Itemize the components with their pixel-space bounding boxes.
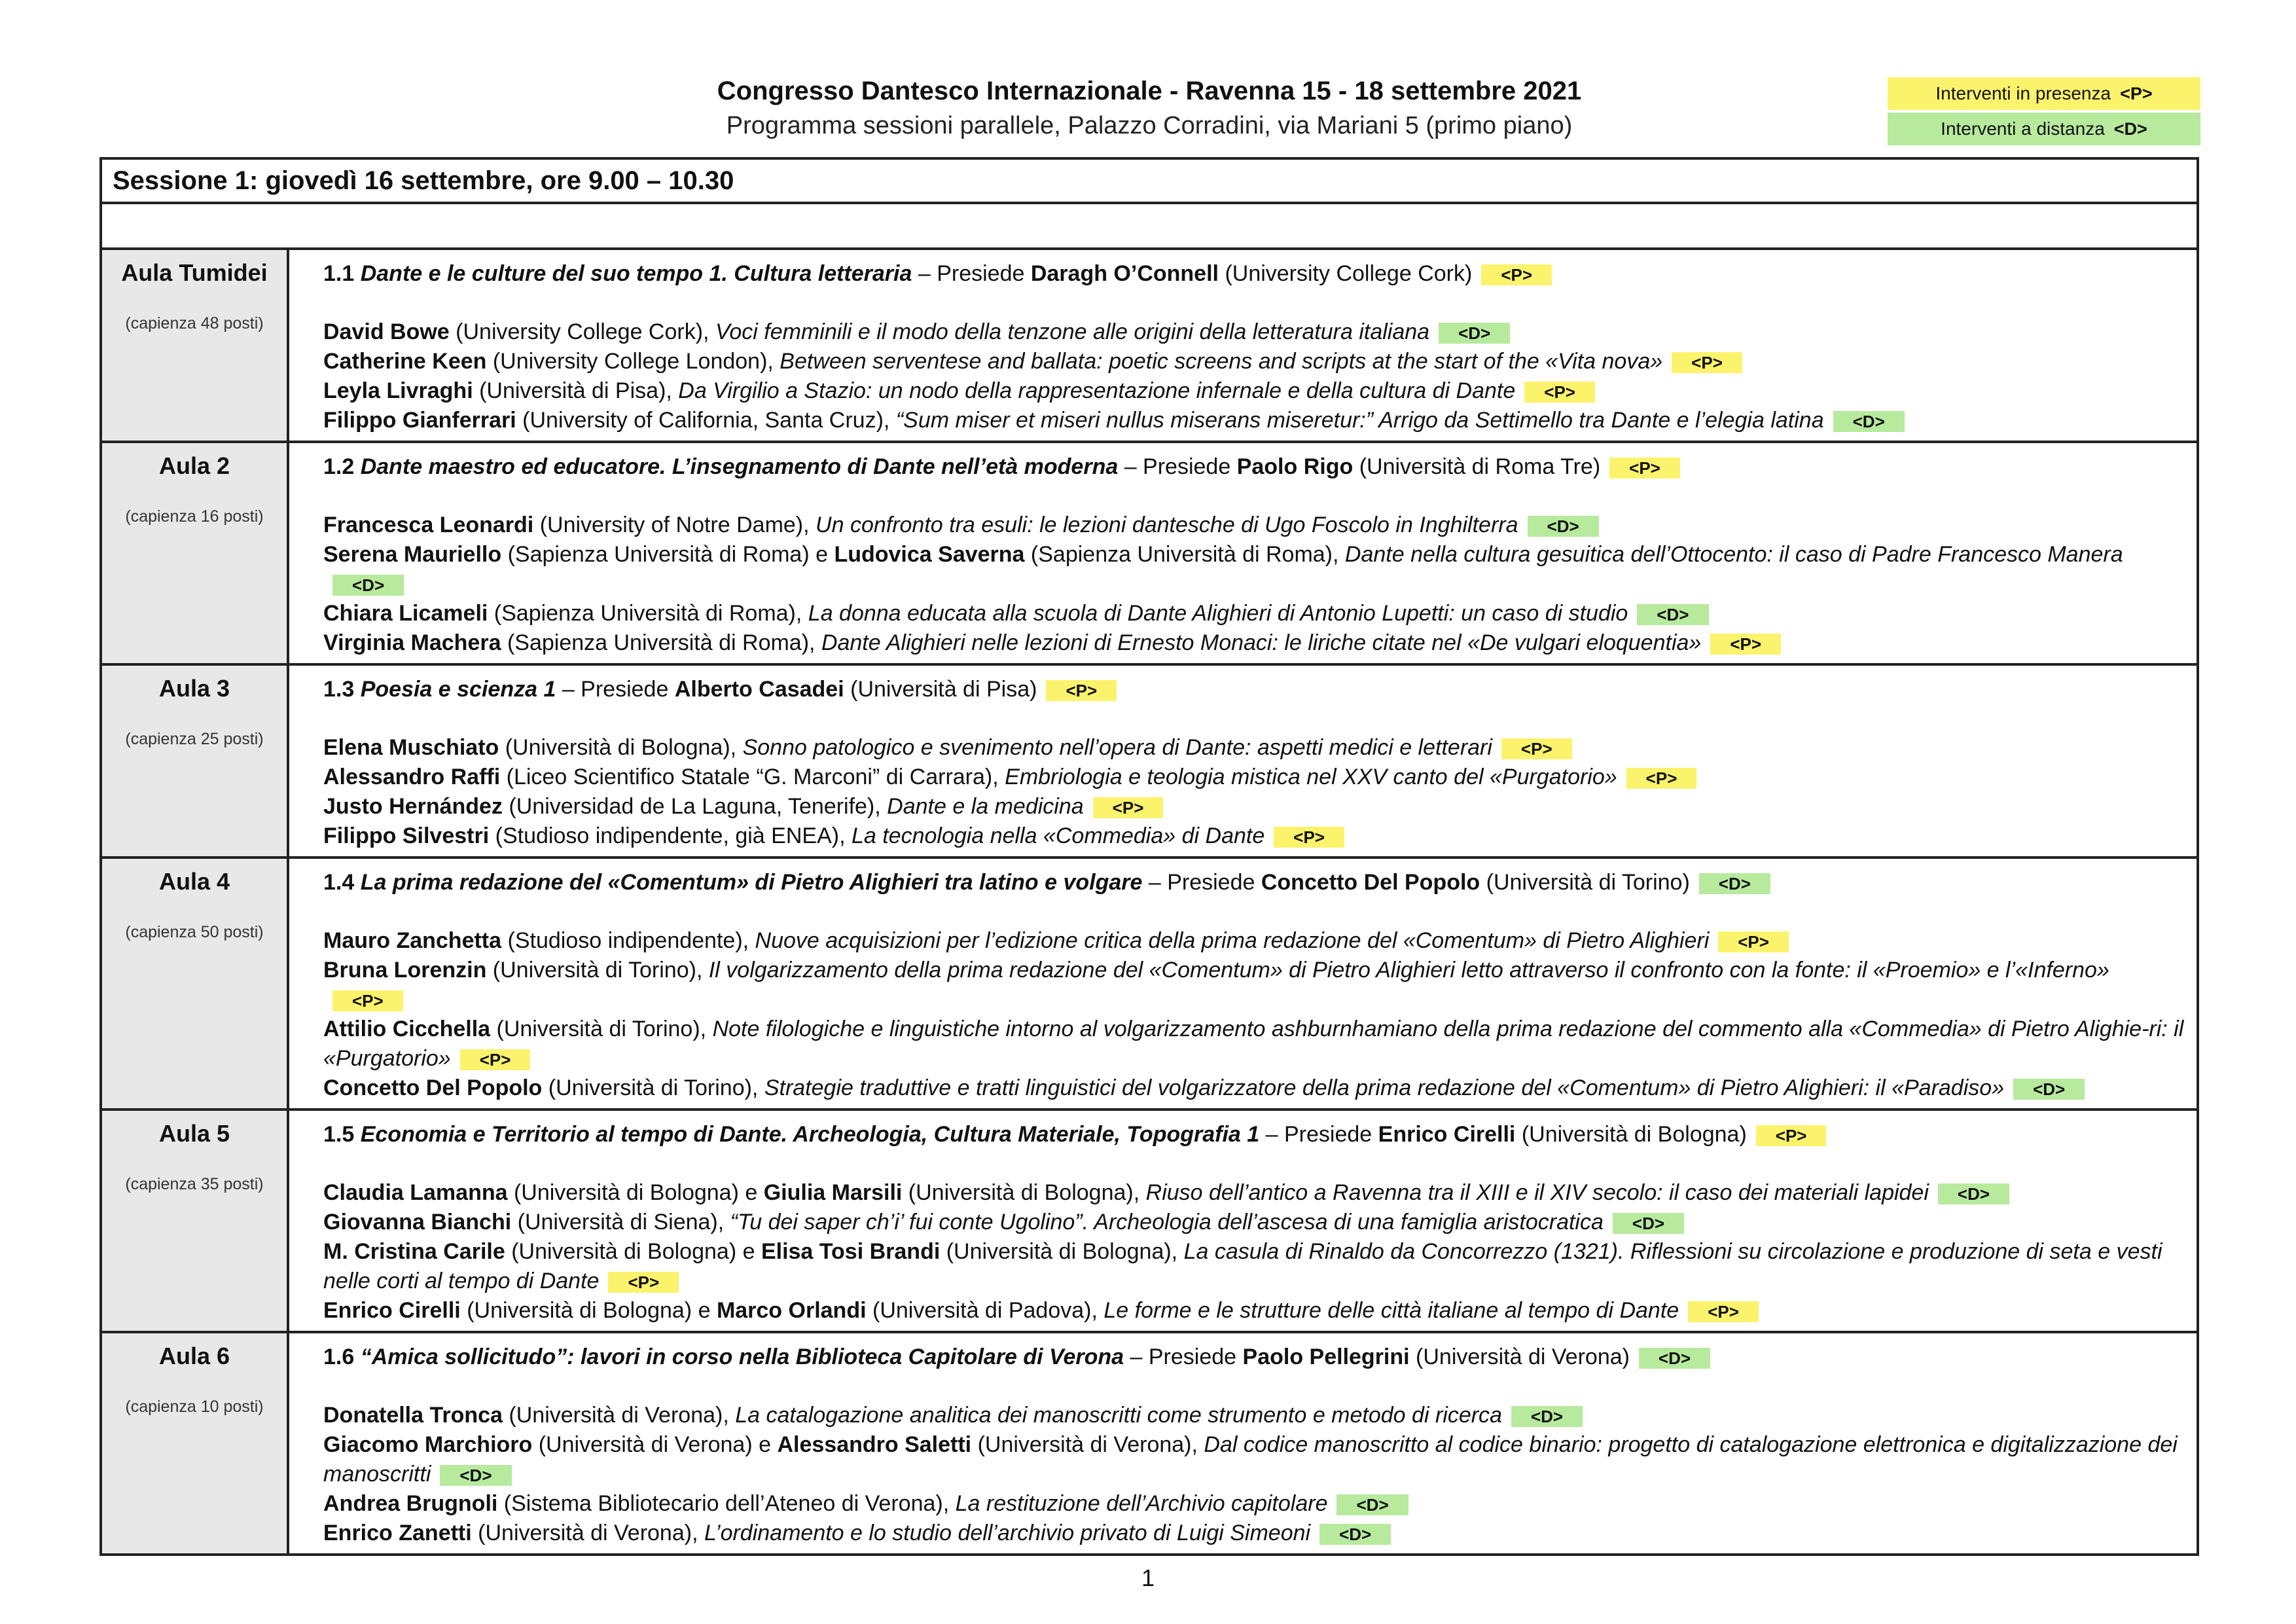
panel-chair-affiliation: (Università di Torino)	[1486, 870, 1690, 895]
speaker-affiliation: (Università di Bologna) e	[513, 1180, 758, 1205]
room-sessions	[289, 1111, 2197, 1331]
panel-chair-prefix: – Presiede	[918, 261, 1025, 286]
talk-item	[323, 763, 2185, 792]
panel-number: 1.5	[323, 1122, 355, 1147]
panel-chair: Concetto Del Popolo	[1261, 870, 1480, 895]
panel-header	[323, 259, 2185, 289]
room-info	[102, 666, 289, 856]
mode-badge: <P>	[460, 1049, 531, 1070]
room-name: Aula 3	[158, 675, 230, 702]
speaker-affiliation: (University College Cork),	[456, 319, 709, 344]
speaker-name: Chiara Licameli	[323, 601, 488, 626]
talk-title: Dante e la medicina	[887, 794, 1084, 819]
mode-badge: <D>	[1319, 1524, 1391, 1545]
talk-title: Un confronto tra esuli: le lezioni dantesche di Ugo Foscolo in Inghilterra	[816, 513, 1518, 537]
panel-chair-prefix: – Presiede	[1148, 870, 1255, 895]
speaker-name: Concetto Del Popolo	[323, 1075, 543, 1100]
mode-badge: <D>	[1439, 323, 1510, 344]
speaker-affiliation: (Università di Torino),	[492, 958, 703, 983]
talk-item	[323, 540, 2185, 599]
room-sessions	[289, 666, 2197, 856]
mode-badge: <P>	[1609, 458, 1680, 478]
speaker-name: Donatella Tronca	[323, 1403, 503, 1428]
mode-badge: <P>	[1672, 352, 1742, 373]
talk-title: Embriologia e teologia mistica nel XXV canto del «Purgatorio»	[1005, 765, 1617, 789]
mode-badge: <P>	[1626, 768, 1697, 789]
talk-title: Strategie traduttive e tratti linguistici del volgarizzatore della prima redazione del «Comentum» di Pietro Alighieri: il «Paradiso»	[764, 1075, 2005, 1100]
mode-badge: <D>	[332, 575, 404, 596]
panel-chair-prefix: – Presiede	[562, 677, 669, 702]
talk-item	[323, 1178, 2185, 1208]
room-name: Aula 4	[158, 868, 230, 895]
rooms-container	[102, 250, 2197, 1553]
speaker-name: Giacomo Marchioro	[323, 1432, 533, 1457]
talk-item	[323, 376, 2185, 406]
room-sessions	[289, 443, 2197, 663]
speaker-name: Alessandro Raffi	[323, 765, 501, 789]
speaker-affiliation: (Studioso indipendente),	[507, 928, 749, 953]
talk-title: Il volgarizzamento della prima redazione del «Comentum» di Pietro Alighieri letto attraverso il confronto con la fonte: il «Proemio» e l’«Inferno»	[708, 958, 2109, 983]
panel-chair: Alberto Casadei	[674, 677, 844, 702]
panel-header	[323, 452, 2185, 482]
speaker-affiliation: (Università di Siena),	[517, 1210, 725, 1235]
mode-badge: <D>	[1613, 1213, 1684, 1234]
speaker-affiliation: (Università di Torino),	[548, 1075, 759, 1100]
speaker-name: Claudia Lamanna	[323, 1180, 508, 1205]
room-info	[102, 1333, 289, 1553]
talk-item	[323, 511, 2185, 540]
speaker-name: Serena Mauriello	[323, 542, 502, 567]
mode-badge: <P>	[332, 990, 403, 1011]
mode-badge: <P>	[1481, 264, 1552, 285]
speaker-name: Francesca Leonardi	[323, 513, 534, 537]
speaker-affiliation: (Università di Pisa),	[479, 378, 672, 403]
talk-title: “Tu dei saper ch’i’ fui conte Ugolino”. Archeologia dell’ascesa di una famiglia aristocratica	[730, 1210, 1604, 1235]
talk-item	[323, 733, 2185, 763]
mode-badge: <P>	[608, 1272, 679, 1293]
mode-badge: <D>	[1639, 1348, 1710, 1369]
mode-badge: <P>	[1501, 738, 1572, 759]
room-capacity: (capienza 10 posti)	[125, 1398, 264, 1416]
panel-number: 1.6	[323, 1344, 355, 1369]
room-name: Aula 6	[158, 1343, 230, 1369]
panel-chair-prefix: – Presiede	[1265, 1122, 1372, 1147]
panel-number: 1.4	[323, 870, 355, 895]
mode-badge: <D>	[1699, 873, 1770, 894]
room-row	[102, 1333, 2197, 1553]
room-row	[102, 443, 2197, 666]
panel-header	[323, 868, 2185, 897]
page-title: Congresso Dantesco Internazionale - Ravenna 15 - 18 settembre 2021	[717, 77, 1582, 105]
room-capacity: (capienza 48 posti)	[125, 314, 264, 333]
speaker-name: Filippo Silvestri	[323, 823, 490, 848]
speaker-affiliation: (Università di Bologna),	[505, 735, 737, 760]
room-row	[102, 250, 2197, 443]
mode-badge: <D>	[2013, 1079, 2085, 1100]
speaker-affiliation: (Sapienza Università di Roma),	[507, 630, 816, 655]
talk-title: Riuso dell’antico a Ravenna tra il XIII e il XIV secolo: il caso dei materiali lapidei	[1145, 1180, 1929, 1205]
panel-title: Economia e Territorio al tempo di Dante. Archeologia, Cultura Materiale, Topografia 1	[360, 1122, 1260, 1147]
panel-chair-affiliation: (Università di Verona)	[1416, 1344, 1630, 1369]
mode-badge: <D>	[1938, 1183, 2009, 1204]
talk-item	[323, 956, 2185, 1015]
page-subtitle: Programma sessioni parallele, Palazzo Corradini, via Mariani 5 (primo piano)	[726, 112, 1573, 139]
talk-title: L’ordinamento e lo studio dell’archivio privato di Luigi Simeoni	[704, 1521, 1311, 1545]
mode-badge: <P>	[1710, 634, 1781, 655]
speaker-affiliation: (Università di Torino),	[496, 1017, 707, 1041]
speaker-affiliation: (University of California, Santa Cruz),	[522, 408, 890, 433]
speaker-affiliation: (University College London),	[492, 349, 774, 374]
talk-item	[323, 1074, 2185, 1103]
talk-title: Dal codice manoscritto al codice binario: progetto di catalogazione elettronica e digitalizzazione dei manoscritti	[323, 1432, 2178, 1487]
room-info	[102, 859, 289, 1108]
talk-title: Da Virgilio a Stazio: un nodo della rappresentazione infernale e della cultura di Dante	[678, 378, 1516, 403]
talk-title: Dante nella cultura gesuitica dell’Ottocento: il caso di Padre Francesco Manera	[1344, 542, 2123, 567]
speaker-affiliation: (Università di Bologna) e	[467, 1298, 711, 1323]
room-name: Aula 2	[158, 452, 230, 479]
speaker-affiliation-2: (Università di Verona),	[977, 1432, 1198, 1457]
page-header	[589, 73, 1710, 143]
panel-title: “Amica sollicitudo”: lavori in corso nella Biblioteca Capitolare di Verona	[360, 1344, 1124, 1369]
talk-item	[323, 926, 2185, 956]
blank-row	[102, 204, 2197, 250]
room-name: Aula Tumidei	[121, 259, 268, 286]
speaker-affiliation: (Studioso indipendente, già ENEA),	[495, 823, 846, 848]
speaker-name: Catherine Keen	[323, 349, 487, 374]
mode-badge: <D>	[1528, 516, 1599, 537]
talk-item	[323, 1296, 2185, 1326]
talk-title: Between serventese and ballata: poetic screens and scripts at the start of the «Vita nova»	[780, 349, 1663, 374]
panel-header	[323, 1343, 2185, 1372]
speaker-affiliation: (University of Notre Dame),	[539, 513, 810, 537]
speaker-affiliation: (Università di Verona),	[509, 1403, 729, 1428]
legend-presence	[1888, 77, 2200, 110]
speaker-name: Giovanna Bianchi	[323, 1210, 512, 1235]
legend-remote-label: Interventi a distanza	[1941, 118, 2105, 139]
room-row	[102, 666, 2197, 859]
room-info	[102, 1111, 289, 1331]
room-info	[102, 250, 289, 441]
room-capacity: (capienza 25 posti)	[125, 730, 264, 748]
panel-chair-prefix: – Presiede	[1130, 1344, 1237, 1369]
talk-title: Nuove acquisizioni per l’edizione critica della prima redazione del «Comentum» di Pietro Alighieri	[755, 928, 1710, 953]
room-capacity: (capienza 16 posti)	[125, 507, 264, 526]
talk-item	[323, 1430, 2185, 1489]
talk-title: Le forme e le strutture delle città italiane al tempo di Dante	[1103, 1298, 1679, 1323]
program-table	[99, 157, 2199, 1556]
mode-badge: <D>	[1833, 411, 1905, 432]
talk-item	[323, 599, 2185, 628]
talk-item	[323, 1015, 2185, 1074]
room-capacity: (capienza 35 posti)	[125, 1175, 264, 1193]
mode-badge: <P>	[1718, 931, 1789, 952]
speaker-affiliation: (Università di Verona),	[478, 1521, 698, 1545]
panel-number: 1.1	[323, 261, 355, 286]
panel-chair-prefix: – Presiede	[1124, 454, 1231, 479]
speaker-affiliation: (Liceo Scientifico Statale “G. Marconi” di Carrara),	[506, 765, 999, 789]
mode-badge: <D>	[1336, 1494, 1408, 1515]
speaker-name: M. Cristina Carile	[323, 1239, 505, 1264]
speaker-affiliation-2: (Università di Padova),	[872, 1298, 1098, 1323]
mode-badge: <P>	[1093, 797, 1164, 818]
speaker-name: Enrico Cirelli	[323, 1298, 461, 1323]
speaker-name: Filippo Gianferrari	[323, 408, 516, 433]
room-sessions	[289, 250, 2197, 441]
talk-item	[323, 406, 2185, 435]
mode-badge: <P>	[1524, 382, 1595, 403]
panel-chair: Paolo Pellegrini	[1242, 1344, 1410, 1369]
session-title: Sessione 1: giovedì 16 settembre, ore 9.00 – 10.30	[102, 160, 2197, 204]
speaker-name: Attilio Cicchella	[323, 1017, 491, 1041]
talk-item	[323, 821, 2185, 851]
panel-title: Poesia e scienza 1	[360, 677, 556, 702]
talk-item	[323, 1401, 2185, 1430]
talk-title: “Sum miser et miseri nullus miserans miseretur:” Arrigo da Settimello tra Dante e l’elegia latina	[895, 408, 1824, 433]
page-number: 1	[1141, 1564, 1155, 1591]
talk-item	[323, 1489, 2185, 1519]
talk-item	[323, 317, 2185, 347]
speaker-name-2: Elisa Tosi Brandi	[761, 1239, 941, 1264]
room-sessions	[289, 1333, 2197, 1553]
speaker-name: Enrico Zanetti	[323, 1521, 472, 1545]
speaker-name: Bruna Lorenzin	[323, 958, 487, 983]
mode-badge: <D>	[440, 1465, 511, 1486]
speaker-affiliation-2: (Sapienza Università di Roma),	[1030, 542, 1339, 567]
talk-title: Sonno patologico e svenimento nell’opera di Dante: aspetti medici e letterari	[742, 735, 1492, 760]
speaker-name: Virginia Machera	[323, 630, 501, 655]
panel-chair: Daragh O’Connell	[1030, 261, 1219, 286]
panel-title: Dante maestro ed educatore. L’insegnamento di Dante nell’età moderna	[360, 454, 1119, 479]
talk-title: Voci femminili e il modo della tenzone alle origini della letteratura italiana	[715, 319, 1430, 344]
speaker-affiliation-2: (Università di Bologna),	[946, 1239, 1178, 1264]
mode-badge: <D>	[1511, 1406, 1583, 1427]
panel-title: La prima redazione del «Comentum» di Pietro Alighieri tra latino e volgare	[360, 870, 1143, 895]
speaker-affiliation: (Sapienza Università di Roma),	[493, 601, 802, 626]
panel-chair: Paolo Rigo	[1236, 454, 1354, 479]
speaker-affiliation: (Sapienza Università di Roma) e	[507, 542, 828, 567]
panel-chair-affiliation: (Università di Roma Tre)	[1359, 454, 1601, 479]
room-row	[102, 859, 2197, 1111]
speaker-affiliation: (Università di Bologna) e	[511, 1239, 755, 1264]
talk-item	[323, 1208, 2185, 1237]
legend-presence-label: Interventi in presenza	[1935, 83, 2111, 103]
mode-badge: <P>	[1688, 1301, 1759, 1322]
room-capacity: (capienza 50 posti)	[125, 923, 264, 941]
legend-presence-code: <P>	[2120, 83, 2153, 103]
talk-item	[323, 1519, 2185, 1548]
talk-title: La restituzione dell’Archivio capitolare	[955, 1491, 1328, 1516]
speaker-name-2: Giulia Marsili	[763, 1180, 903, 1205]
mode-badge: <P>	[1046, 680, 1117, 701]
legend-remote	[1888, 113, 2200, 145]
panel-chair-affiliation: (Università di Bologna)	[1521, 1122, 1747, 1147]
speaker-name: David Bowe	[323, 319, 450, 344]
panel-chair: Enrico Cirelli	[1378, 1122, 1516, 1147]
speaker-name-2: Marco Orlandi	[716, 1298, 867, 1323]
speaker-name-2: Alessandro Saletti	[777, 1432, 972, 1457]
room-name: Aula 5	[158, 1120, 230, 1147]
panel-header	[323, 675, 2185, 704]
talk-title: La tecnologia nella «Commedia» di Dante	[851, 823, 1265, 848]
speaker-name: Elena Muschiato	[323, 735, 499, 760]
room-row	[102, 1111, 2197, 1333]
speaker-affiliation: (Universidad de La Laguna, Tenerife),	[509, 794, 881, 819]
panel-header	[323, 1120, 2185, 1149]
talk-title: Note filologiche e linguistiche intorno al volgarizzamento ashburnhamiano della prima redazione del commento alla «Commedia» di Pietro Alighie-ri: il «Purgatorio»	[323, 1017, 2184, 1071]
panel-number: 1.2	[323, 454, 355, 479]
room-sessions	[289, 859, 2197, 1108]
room-info	[102, 443, 289, 663]
mode-badge: <D>	[1637, 604, 1708, 625]
speaker-affiliation: (Università di Verona) e	[538, 1432, 772, 1457]
talk-item	[323, 347, 2185, 376]
mode-badge: <P>	[1756, 1125, 1827, 1146]
panel-title: Dante e le culture del suo tempo 1. Cultura letteraria	[360, 261, 912, 286]
legend	[1888, 77, 2200, 148]
mode-badge: <P>	[1274, 827, 1344, 848]
speaker-name: Justo Hernández	[323, 794, 503, 819]
talk-item	[323, 792, 2185, 821]
speaker-affiliation-2: (Università di Bologna),	[908, 1180, 1140, 1205]
speaker-name-2: Ludovica Saverna	[834, 542, 1025, 567]
panel-number: 1.3	[323, 677, 355, 702]
speaker-name: Andrea Brugnoli	[323, 1491, 498, 1516]
panel-chair-affiliation: (Università di Pisa)	[850, 677, 1037, 702]
talk-title: La catalogazione analitica dei manoscritti come strumento e metodo di ricerca	[735, 1403, 1502, 1428]
speaker-name: Mauro Zanchetta	[323, 928, 502, 953]
talk-item	[323, 628, 2185, 658]
speaker-affiliation: (Sistema Bibliotecario dell’Ateneo di Verona),	[503, 1491, 950, 1516]
speaker-name: Leyla Livraghi	[323, 378, 473, 403]
talk-item	[323, 1237, 2185, 1296]
talk-title: Dante Alighieri nelle lezioni di Ernesto Monaci: le liriche citate nel «De vulgari eloquentia»	[821, 630, 1702, 655]
panel-chair-affiliation: (University College Cork)	[1225, 261, 1473, 286]
talk-title: La casula di Rinaldo da Concorrezzo (1321). Riflessioni su circolazione e produzione di seta e vesti nelle corti al tempo di Dante	[323, 1239, 2162, 1293]
legend-remote-code: <D>	[2113, 118, 2147, 139]
talk-title: La donna educata alla scuola di Dante Alighieri di Antonio Lupetti: un caso di studio	[808, 601, 1628, 626]
